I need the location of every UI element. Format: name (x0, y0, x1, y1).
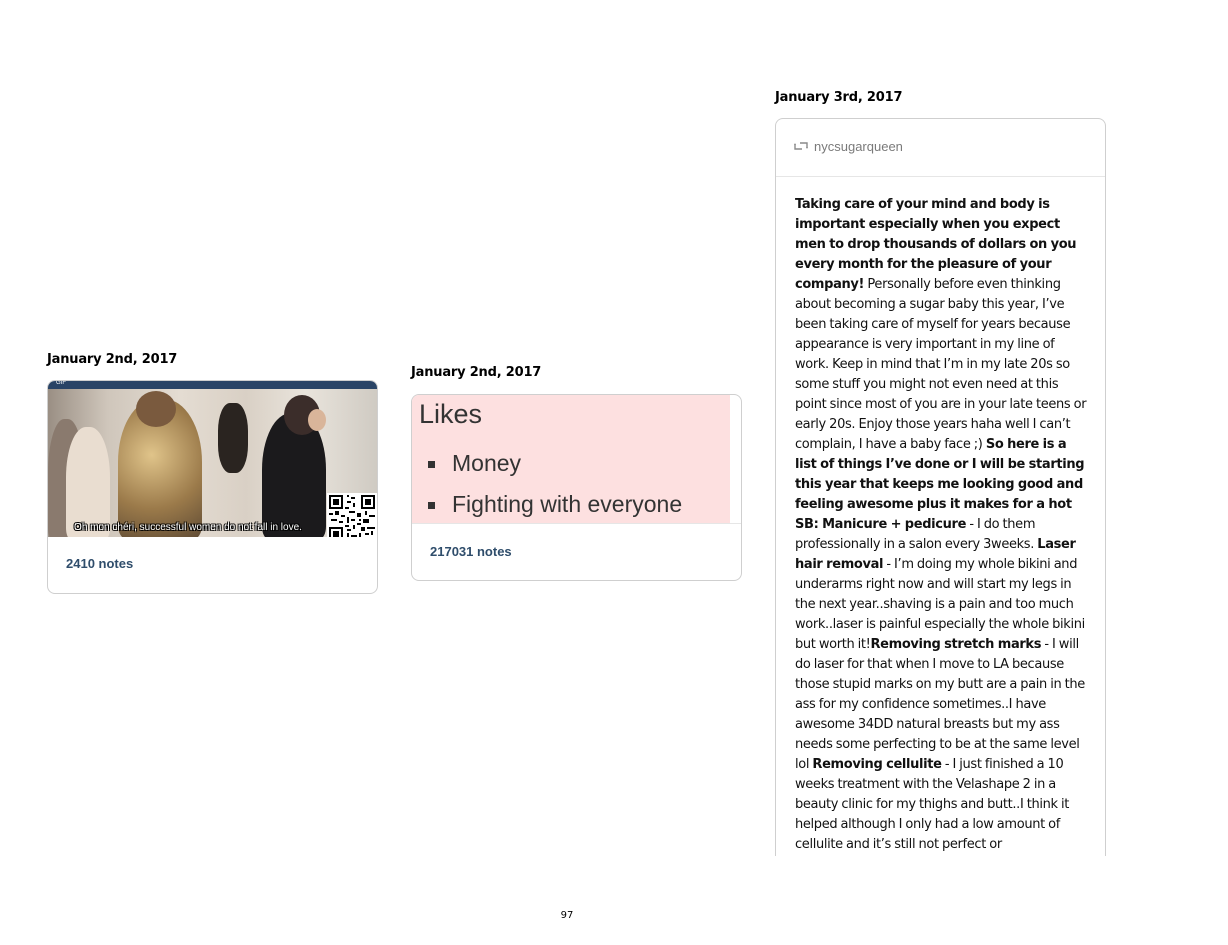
reblog-header (776, 119, 1105, 177)
post-body-run: - I will do laser for that when I move to LA because those stupid marks on my butt are a pain in the ass for my confidence sometimes..I have awesome 34DD natural breasts but my ass needs some perfecting to be at the same level lol (795, 637, 1085, 772)
post-body-bold-run: So here is a list of things I’ve done or I will be starting this year that keeps me looking good and feeling awesome plus it makes for a hot SB: Manicure + pedicure (795, 437, 1085, 532)
post-body-text (795, 195, 1091, 855)
image-list-item: Fighting with everyone (452, 491, 683, 517)
notes-count[interactable]: 217031 notes (430, 544, 512, 559)
notes-count[interactable]: 2410 notes (66, 556, 134, 571)
post-date: January 3rd, 2017 (775, 90, 903, 105)
gif-header-bar (48, 381, 377, 389)
reblog-username[interactable]: nycsugarqueen (814, 139, 903, 154)
post-image[interactable] (412, 395, 730, 523)
post-body-bold-run: Removing stretch marks (870, 637, 1042, 652)
post-card (411, 394, 742, 581)
post-image[interactable] (48, 389, 378, 537)
post-body-bold-run: Laser hair removal (795, 537, 1076, 572)
image-list-item: Money (452, 450, 522, 476)
page-cutoff-mask (770, 856, 1115, 945)
post-body-bold-run: Taking care of your mind and body is important especially when you expect men to drop thousands of dollars on you every month for the pleasure of your company! (795, 197, 1077, 292)
post-body-run: - I do them professionally in a salon every 3weeks. (795, 517, 1038, 552)
qr-code-icon (327, 493, 377, 537)
page-number: 97 (560, 910, 574, 921)
post-body-run: - I just finished a 10 weeks treatment with the Velashape 2 in a beauty clinic for my thighs and butt..I think it helped although I only had a low amount of cellulite and it’s still not perfect or (795, 757, 1069, 852)
post-card (47, 380, 378, 594)
post-date: January 2nd, 2017 (47, 352, 178, 367)
post-body-run: - I’m doing my whole bikini and underarms right now and will start my legs in the next year..shaving is a pain and too much work..laser is painful especially the whole bikini but worth it! (795, 557, 1085, 652)
post-date: January 2nd, 2017 (411, 365, 542, 380)
gif-label: GIF (56, 380, 66, 386)
post-body-run: Personally before even thinking about becoming a sugar baby this year, I’ve been taking care of myself for years because appearance is very important in my line of work. Keep in mind that I’m in my late 20s so some stuff you might not even need at this point since most of you are in your late teens or early 20s. Enjoy those years haha well I can’t complain, I have a baby face ;) (795, 277, 1087, 452)
post-body-bold-run: Removing cellulite (812, 757, 942, 772)
image-title: Likes (419, 399, 483, 429)
divider (412, 523, 741, 524)
reblog-icon (794, 141, 808, 151)
image-caption: Oh mon chéri, successful women do not fall in love. (74, 522, 302, 533)
post-card (775, 118, 1106, 878)
